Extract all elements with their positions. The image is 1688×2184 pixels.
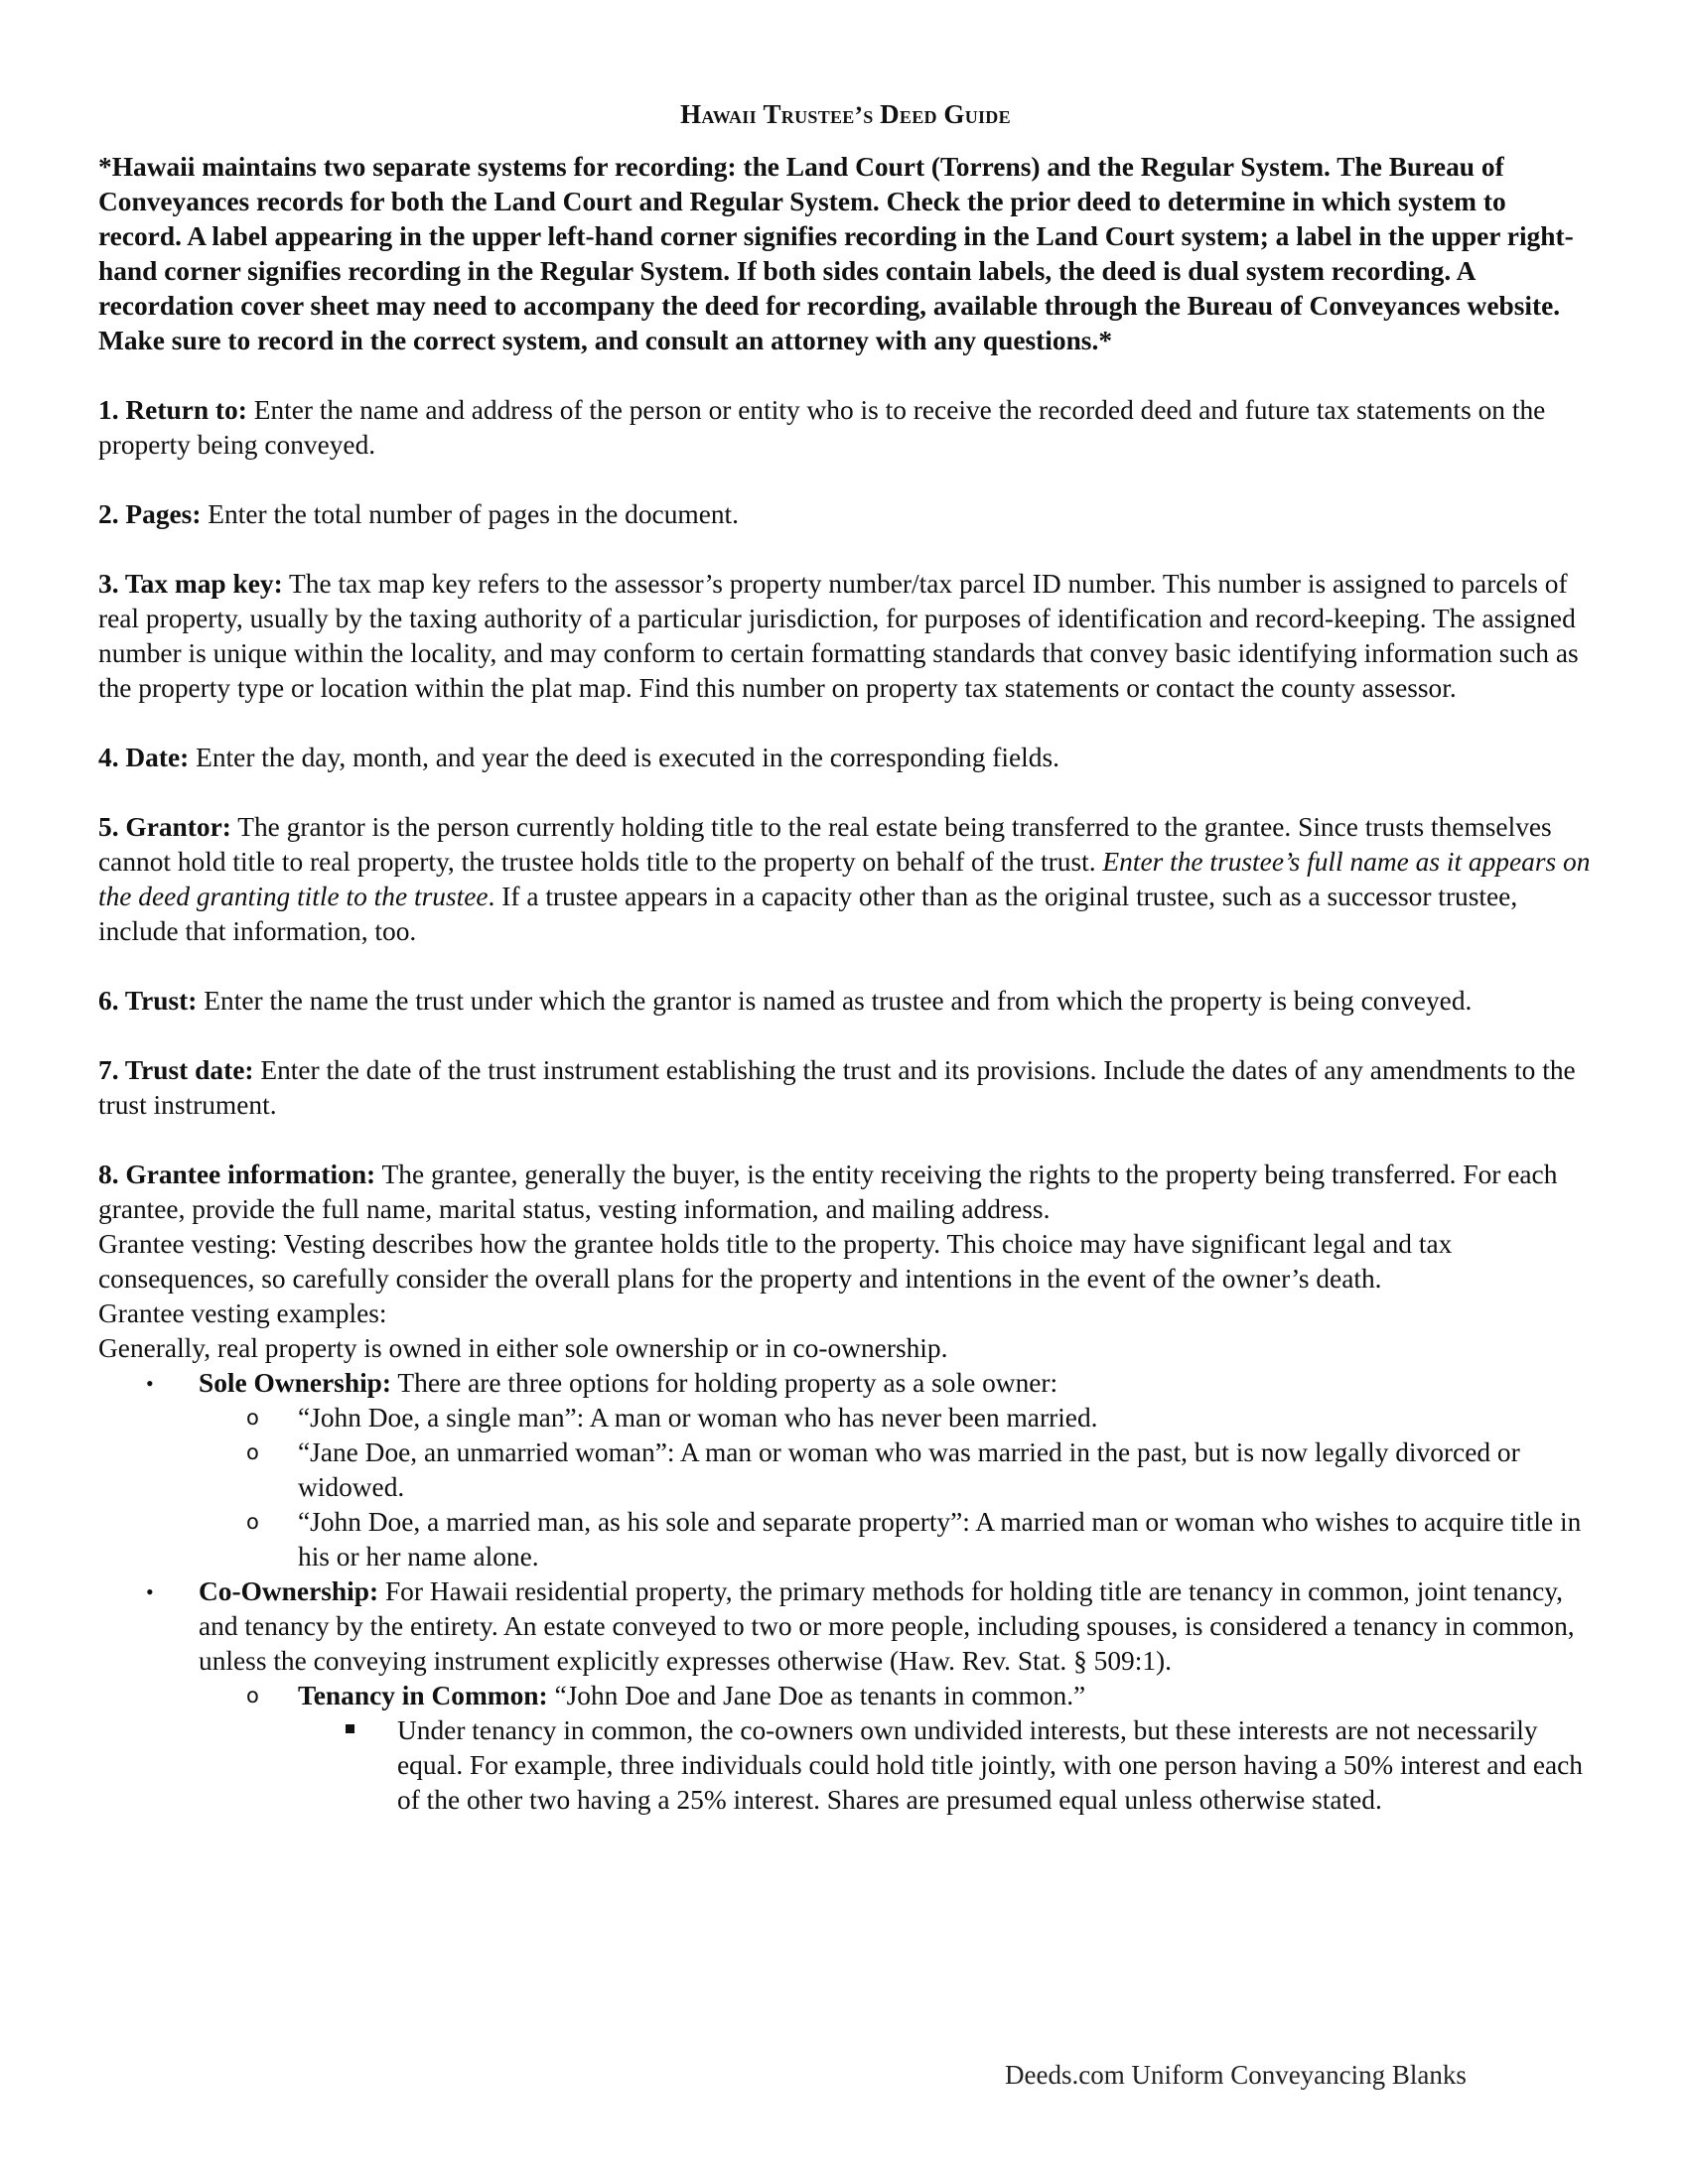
item-text: Enter the total number of pages in the document. [201,499,740,529]
square-bullet-icon [346,1724,354,1733]
title-part: T [763,99,781,129]
bullet-icon: • [146,1371,154,1396]
item-grantee [98,1158,1593,1227]
circle-bullet-icon: o [246,1510,259,1534]
list-item-text: For Hawaii residential property, the primary methods for holding title are tenancy in common, joint tenancy, and tenancy by the entirety. An estate conveyed to two or more people, including spouses, is considered a tenancy in common, unless the conveying instrument explicitly expresses otherwise (Haw. Rev. Stat. § 509:1). [199,1576,1575,1676]
title-part: uide [964,102,1011,129]
list-item [246,1401,1593,1435]
list-item-text: “John Doe, a single man”: A man or woman who has never been married. [298,1403,1098,1433]
title-part: G [943,99,965,129]
item-text: Enter the date of the trust instrument establishing the trust and its provisions. Include the dates of any amendments to the trust instrument. [98,1055,1576,1120]
bullet-icon: • [146,1579,154,1604]
item-label: 3. Tax map key: [98,569,283,599]
item-date [98,741,1593,775]
list-item [246,1435,1593,1505]
list-item-label: Co-Ownership: [199,1576,379,1606]
item-text: The grantee, generally the buyer, is the entity receiving the rights to the property being transferred. For each grantee, provide the full name, marital status, vesting information, and mailing address. [98,1160,1558,1224]
item-text: Enter the day, month, and year the deed is executed in the corresponding fields. [189,743,1059,772]
item-label: 7. Trust date: [98,1055,254,1085]
list-item-label: Sole Ownership: [199,1368,392,1398]
list-item [246,1505,1593,1574]
list-item-label: Tenancy in Common: [298,1681,548,1710]
item-label: 8. Grantee information: [98,1160,376,1189]
circle-bullet-icon: o [246,1406,259,1430]
co-ownership-options [199,1679,1593,1818]
list-item-text: “John Doe and Jane Doe as tenants in common.” [547,1681,1086,1710]
footer-text: Deeds.com Uniform Conveyancing Blanks [1005,2060,1467,2090]
grantee-vesting-examples-heading: Grantee vesting examples: [98,1298,387,1328]
item-text: Enter the name and address of the person or entity who is to receive the recorded deed and future tax statements on the property being conveyed. [98,395,1546,460]
title-part: H [680,99,702,129]
ownership-list [98,1366,1593,1818]
item-grantor [98,810,1593,949]
title-part: awaii [701,102,764,129]
item-label: 2. Pages: [98,499,202,529]
item-return-to [98,393,1593,463]
item-pages [98,497,1593,532]
item-text: The tax map key refers to the assessor’s property number/tax parcel ID number. This number is assigned to parcels of real property, usually by the taxing authority of a particular jurisdiction, for purposes of identification and record-keeping. The assigned number is unique within the locality, and may conform to certain formatting standards that convey basic identifying information such as the property type or location within the plat map. Find this number on property tax statements or contact the county assessor. [98,569,1579,703]
item-trust-date [98,1053,1593,1123]
item-label: 6. Trust: [98,986,198,1016]
title-part: eed [899,102,944,129]
list-item [397,1713,1593,1818]
item-trust [98,984,1593,1019]
list-item-tenancy-in-common [246,1679,1593,1818]
recording-notice: *Hawaii maintains two separate systems for recording: the Land Court (Torrens) and the Regular System. The Bureau of Conveyances records for both the Land Court and Regular System. Check the prior deed to determine in which system to record. A label appearing in the upper left-hand corner signifies recording in the Land Court system; a label in the upper right-hand corner signifies recording in the Regular System. If both sides contain labels, the deed is dual system recording. A recordation cover sheet may need to accompany the deed for recording, available through the Bureau of Conveyances website. Make sure to record in the correct system, and consult an attorney with any questions.* [98,152,1574,355]
circle-bullet-icon: o [246,1440,259,1464]
circle-bullet-icon: o [246,1684,259,1707]
item-label: 4. Date: [98,743,190,772]
item-text: . If a trustee appears in a capacity other than as the original trustee, such as a successor trustee, include that information, too. [98,882,1518,946]
tenancy-details [298,1713,1593,1818]
item-text-italic: Enter the trustee’s full name as it appears on the deed granting title to the trustee [98,847,1591,911]
document-page [98,97,1593,1818]
item-tax-map-key [98,567,1593,706]
title-part: rustee’s [780,102,881,129]
list-item-sole-ownership [146,1366,1593,1574]
item-label: 1. Return to: [98,395,247,425]
grantee-vesting: Grantee vesting: Vesting describes how the grantee holds title to the property. This choice may have significant legal and tax consequences, so carefully consider the overall plans for the property and intentions in the event of the owner’s death. [98,1229,1453,1294]
ownership-general: Generally, real property is owned in either sole ownership or in co-ownership. [98,1333,948,1363]
list-item-text: Under tenancy in common, the co-owners own undivided interests, but these interests are not necessarily equal. For example, three individuals could hold title jointly, with one person having a 50% interest and each of the other two having a 25% interest. Shares are presumed equal unless otherwise stated. [397,1715,1583,1815]
sole-ownership-options [199,1401,1593,1574]
item-text: Enter the name the trust under which the grantor is named as trustee and from which the property is being conveyed. [197,986,1473,1016]
item-label: 5. Grantor: [98,812,231,842]
page-title [98,97,1593,133]
item-text: The grantor is the person currently holding title to the real estate being transferred to the grantee. Since trusts themselves cannot hold title to real property, the trustee holds title to the property on behalf of the trust. [98,812,1552,877]
title-part: D [880,99,900,129]
list-item-text: “John Doe, a married man, as his sole and separate property”: A married man or woman who wishes to acquire title in his or her name alone. [298,1507,1582,1571]
list-item-text: “Jane Doe, an unmarried woman”: A man or woman who was married in the past, but is now legally divorced or widowed. [298,1437,1520,1502]
list-item-co-ownership [146,1574,1593,1818]
list-item-text: There are three options for holding property as a sole owner: [391,1368,1058,1398]
